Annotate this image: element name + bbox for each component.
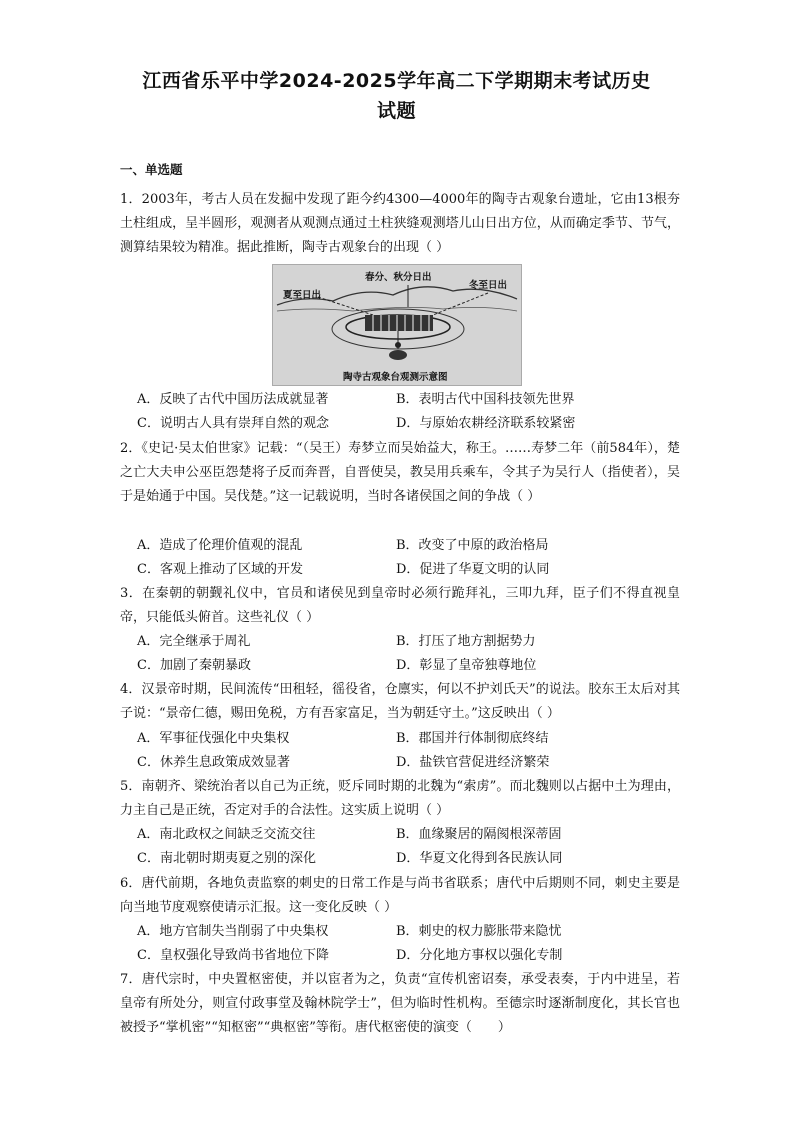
q3-option-b[interactable]: B．打压了地方割据势力: [396, 634, 536, 649]
q4-option-d[interactable]: D．盐铁官营促进经济繁荣: [396, 755, 550, 770]
question-4-stem: 4．汉景帝时期，民间流传“田租轻，徭役省，仓廪实，何以不护刘氏天”的说法。胶东王太后对其子说：“景帝仁德，赐田免税，方有吾家富足，当为朝廷守土。”这反映出（ ）: [120, 682, 680, 721]
question-6-stem: 6．唐代前期，各地负责监察的刺史的日常工作是与尚书省联系；唐代中后期则不同，刺史主要是向当地节度观察使请示汇报。这一变化反映（ ）: [120, 876, 680, 915]
q3-option-c[interactable]: C．加剧了秦朝暴政: [137, 658, 251, 673]
q2-option-a[interactable]: A．造成了伦理价值观的混乱: [137, 538, 303, 553]
label-winter-solstice: 冬至日出: [469, 280, 508, 291]
q4-option-c[interactable]: C．休养生息政策成效显著: [137, 755, 290, 770]
q5-option-b[interactable]: B．血缘聚居的隔阂根深蒂固: [396, 827, 562, 842]
q1-option-c[interactable]: C．说明古人具有崇拜自然的观念: [137, 416, 329, 431]
title-line-1: 江西省乐平中学2024-2025学年高二下学期期末考试历史: [142, 70, 651, 92]
q1-option-d[interactable]: D．与原始农耕经济联系较紧密: [396, 416, 576, 431]
page-title: [60, 66, 733, 126]
section-heading: 一、单选题: [120, 162, 183, 177]
figure-caption: 陶寺古观象台观测示意图: [343, 372, 448, 383]
q2-option-d[interactable]: D．促进了华夏文明的认同: [396, 562, 550, 577]
q6-option-c[interactable]: C．皇权强化导致尚书省地位下降: [137, 948, 329, 963]
q3-option-d[interactable]: D．彰显了皇帝独尊地位: [396, 658, 537, 673]
title-line-2: 试题: [376, 100, 416, 122]
q5-option-a[interactable]: A．南北政权之间缺乏交流交往: [137, 827, 316, 842]
question-7-stem: 7．唐代宗时，中央置枢密使，并以宦者为之，负责“宣传机密诏奏，承受表奏，于内中进呈，若皇帝有所处分，则宣付政事堂及翰林院学士”，但为临时性机构。至德宗时逐渐制度化，其长官也被授予“掌机密”“知枢密”“典枢密”等衔。唐代枢密使的演变（ ）: [120, 972, 680, 1035]
question-5-stem: 5．南朝齐、梁统治者以自己为正统，贬斥同时期的北魏为“索虏”。而北魏则以占据中土为理由，力主自己是正统，否定对手的合法性。这实质上说明（ ）: [120, 779, 680, 818]
q5-option-c[interactable]: C．南北朝时期夷夏之别的深化: [137, 851, 316, 866]
question-3-stem: 3．在秦朝的朝觐礼仪中，官员和诸侯见到皇帝时必须行跪拜礼，三叩九拜，臣子们不得直视皇帝，只能低头俯首。这些礼仪（ ）: [120, 586, 680, 625]
q6-option-b[interactable]: B．刺史的权力膨胀带来隐忧: [396, 924, 562, 939]
observatory-diagram: [272, 264, 522, 386]
label-equinox-sunrise: 春分、秋分日出: [365, 272, 432, 283]
q6-option-a[interactable]: A．地方官制失当削弱了中央集权: [137, 924, 329, 939]
question-1-stem: 1．2003年，考古人员在发掘中发现了距今约4300—4000年的陶寺古观象台遗址，它由13根夯土柱组成，呈半圆形，观测者从观测点通过土柱狭缝观测塔儿山日出方位，从而确定季节、节气，测算结果较为精准。据此推断，陶寺古观象台的出现（ ）: [120, 192, 680, 255]
q3-option-a[interactable]: A．完全继承于周礼: [137, 634, 251, 649]
q5-option-d[interactable]: D．华夏文化得到各民族认同: [396, 851, 563, 866]
q2-option-b[interactable]: B．改变了中原的政治格局: [396, 538, 549, 553]
q2-option-c[interactable]: C．客观上推动了区域的开发: [137, 562, 303, 577]
question-2-stem: 2．《史记·吴太伯世家》记载：“（吴王）寿梦立而吴始益大，称王。……寿梦二年（前584年），楚之亡大夫申公巫臣怨楚将子反而奔晋，自晋使吴，教吴用兵乘车，令其子为吴行人（指使者），吴于是始通于中国。吴伐楚。”这一记载说明，当时各诸侯国之间的争战（ ）: [120, 441, 680, 504]
label-summer-solstice: 夏至日出: [283, 290, 322, 301]
q6-option-d[interactable]: D．分化地方事权以强化专制: [396, 948, 563, 963]
q4-option-b[interactable]: B．郡国并行体制彻底终结: [396, 731, 549, 746]
q4-option-a[interactable]: A．军事征伐强化中央集权: [137, 731, 290, 746]
q1-option-b[interactable]: B．表明古代中国科技领先世界: [396, 392, 575, 407]
q1-option-a[interactable]: A．反映了古代中国历法成就显著: [137, 392, 329, 407]
